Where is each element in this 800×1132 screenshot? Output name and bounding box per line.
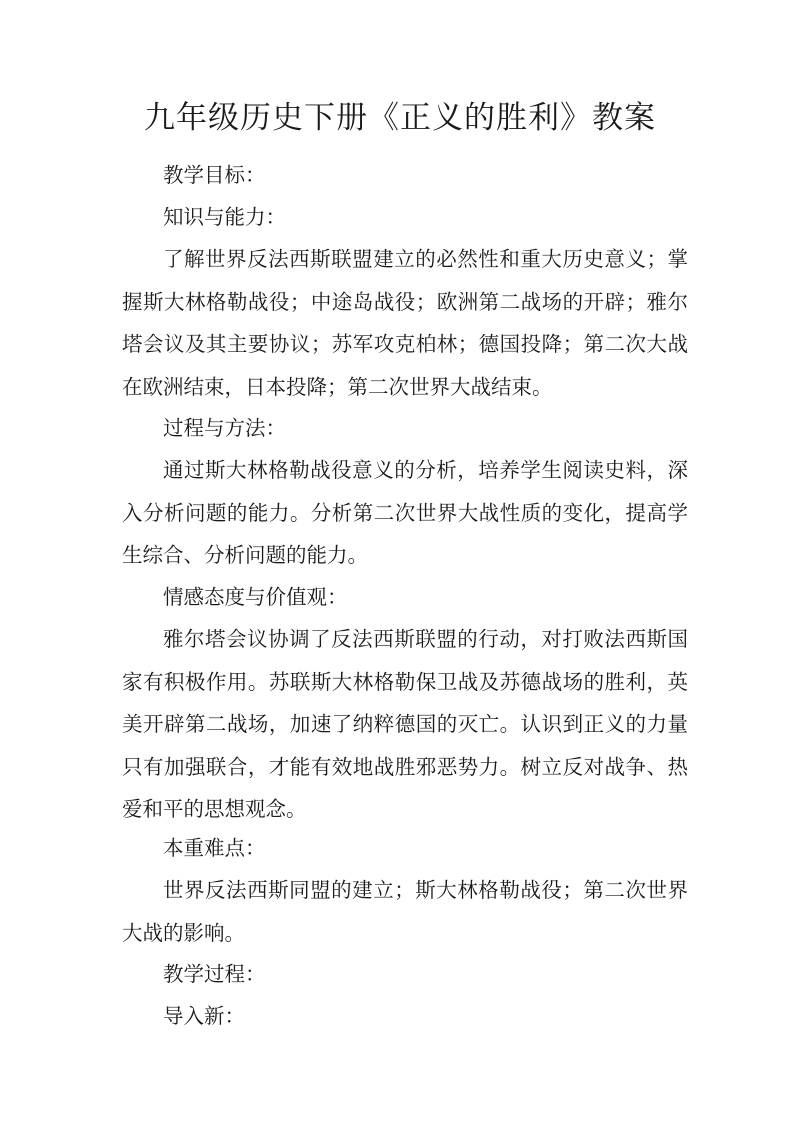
teaching-goals-heading: 教学目标： (163, 163, 266, 187)
emotion-values-paragraph: 雅尔塔会议协调了反法西斯联盟的行动，对打败法西斯国家有积极作用。苏联斯大林格勒保卫战及苏德战场的胜利，英美开辟第二战场，加速了纳粹德国的灭亡。认识到正义的力量只有加强联合，才能有效地战胜邪恶势力。树立反对战争、热爱和平的思想观念。 (122, 627, 688, 821)
key-points-heading: 本重难点： (163, 836, 266, 860)
intro-heading: 导入新： (163, 1004, 245, 1028)
document-title: 九年级历史下册《正义的胜利》教案 (144, 100, 656, 136)
teaching-process-heading: 教学过程： (163, 962, 266, 986)
emotion-values-heading: 情感态度与价值观： (163, 585, 348, 609)
process-method-paragraph: 通过斯大林格勒战役意义的分析，培养学生阅读史料，深入分析问题的能力。分析第二次世界大战性质的变化，提高学生综合、分析问题的能力。 (122, 458, 688, 567)
knowledge-ability-heading: 知识与能力： (163, 205, 286, 229)
process-method-heading: 过程与方法： (163, 416, 286, 440)
knowledge-ability-paragraph: 了解世界反法西斯联盟建立的必然性和重大历史意义；掌握斯大林格勒战役；中途岛战役；欧洲第二战场的开辟；雅尔塔会议及其主要协议；苏军攻克柏林；德国投降；第二次大战在欧洲结束，日本投降；第二次世界大战结束。 (122, 247, 688, 399)
key-points-paragraph: 世界反法西斯同盟的建立；斯大林格勒战役；第二次世界大战的影响。 (122, 878, 688, 945)
